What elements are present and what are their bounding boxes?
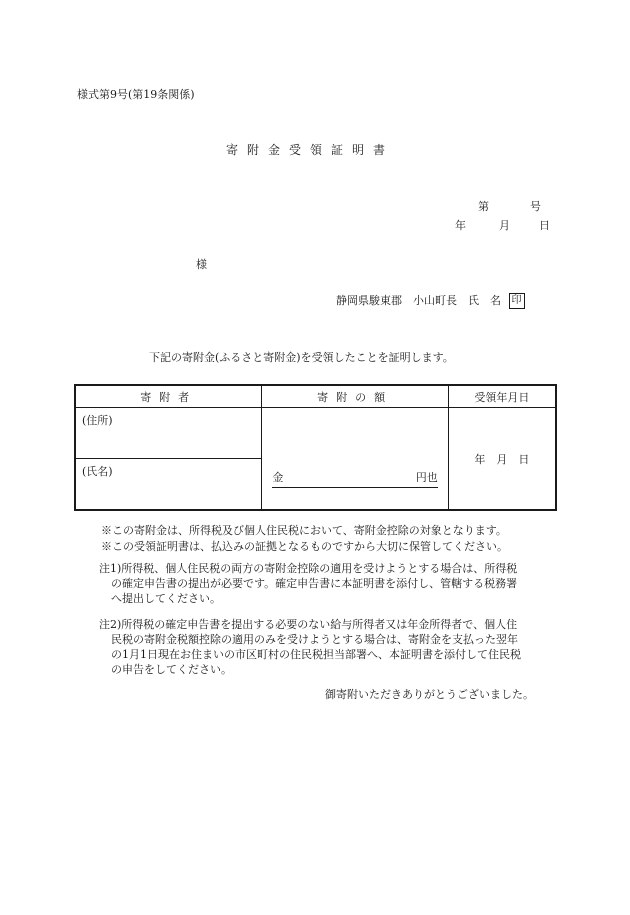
receipt-date: 年 月 日 [474,452,530,466]
note-2 [99,617,559,677]
amount-cell[interactable] [262,408,448,511]
document-title: 寄附金受領証明書 [226,143,395,157]
address-label: (住所) [82,414,113,427]
amount-line [272,473,437,488]
issue-number [478,198,541,214]
issue-day-label: 日 [539,219,550,232]
certify-statement: 下記の寄附金(ふるさと寄附金)を受領したことを証明します。 [149,351,454,364]
note-1-line-1: 所得税、個人住民税の両方の寄附金控除の適用を受けようとする場合は、所得税 [121,562,518,575]
recipient-suffix: 様 [196,258,207,271]
donor-cell [75,408,262,511]
form-number: 様式第9号(第19条関係) [77,88,195,101]
issue-year-label: 年 [455,219,466,232]
header-date: 受領年月日 [448,385,556,408]
note-1-label: 注1) [99,562,122,575]
issue-number-suffix: 号 [530,200,541,213]
issuer-name: 静岡県駿東郡 小山町長 氏 名 [336,294,501,307]
amount-suffix: 円也 [415,471,438,484]
header-amount: 寄附の額 [262,385,448,408]
note-1 [99,561,559,606]
notice-deduction: ※この寄附金は、所得税及び個人住民税において、寄附金控除の対象となります。 [101,524,507,537]
issuer [336,292,525,309]
issue-date [455,217,550,233]
table-row [75,408,556,511]
donation-table [74,384,557,511]
name-field[interactable] [76,459,261,509]
note-1-line-2: の確定申告書の提出が必要です。確定申告書に本証明書を添付し、管轄する税務署 [111,577,518,590]
seal-mark: 印 [509,293,525,309]
name-label: (氏名) [82,465,113,478]
thanks-message: 御寄附いただきありがとうございました。 [325,688,534,701]
table-header-row [75,385,556,408]
note-2-line-1: 所得税の確定申告書を提出する必要のない給与所得者又は年金所得者で、個人住 [121,618,518,631]
note-1-line-3: へ提出してください。 [111,592,221,605]
receipt-date-cell[interactable] [448,408,556,511]
header-donor: 寄附者 [75,385,262,408]
issue-number-prefix: 第 [478,200,489,213]
address-field[interactable] [76,408,261,459]
issue-month-label: 月 [499,219,510,232]
notice-keep: ※この受領証明書は、払込みの証拠となるものですから大切に保管してください。 [101,540,508,553]
note-2-line-2: 民税の寄附金税額控除の適用のみを受けようとする場合は、寄附金を支払った翌年 [111,633,518,646]
note-2-label: 注2) [99,618,122,631]
amount-prefix: 金 [272,471,284,484]
note-2-line-4: の申告をしてください。 [111,663,232,676]
note-2-line-3: の1月1日現在お住まいの市区町村の住民税担当部署へ、本証明書を添付して住民税 [111,648,521,661]
